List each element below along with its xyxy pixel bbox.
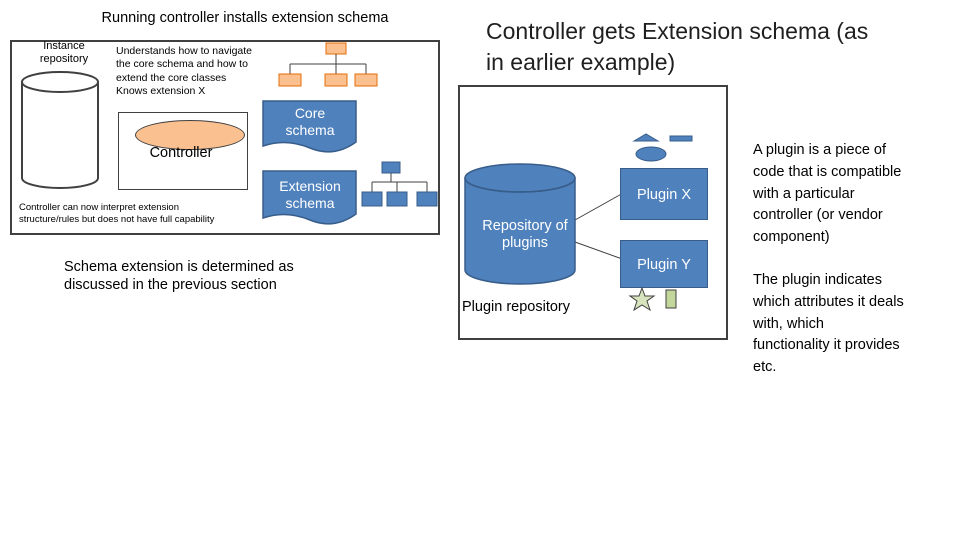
left-section-title: Running controller installs extension schema (101, 10, 389, 26)
instance-repository-label: Instance repository (39, 40, 89, 66)
plugin-y-box: Plugin Y (620, 240, 708, 288)
controller-label: Controller (149, 145, 213, 161)
extension-schema-org-chart-icon (360, 160, 440, 212)
plugin-repository-caption: Plugin repository (462, 299, 570, 315)
plugin-x-box: Plugin X (620, 168, 708, 220)
schema-extension-note: Schema extension is determined as discussed in the previous section (64, 259, 294, 294)
understands-text: Understands how to navigate the core schema and how to extend the core classes Knows extension X (116, 45, 253, 98)
core-schema-org-chart-icon (270, 40, 380, 96)
plugin-shapes-icon (632, 132, 696, 164)
right-section-title: Controller gets Extension schema (as in earlier example) (486, 18, 869, 76)
plugin-definition-text: A plugin is a piece of code that is compatible with a particular controller (or vendor component) (753, 142, 902, 245)
controller-note: Controller can now interpret extension structure/rules but does not have full capability (19, 202, 215, 225)
repository-label: Repository of plugins (482, 218, 568, 252)
instance-repository-cylinder (18, 70, 102, 192)
extension-schema-label: Extension schema (279, 178, 341, 211)
plugin-indicates-text: The plugin indicates which attributes it deals with, which functionality it provides etc. (753, 272, 904, 375)
plugin-y-shapes-icon (628, 286, 688, 316)
core-schema-label: Core schema (285, 105, 335, 138)
